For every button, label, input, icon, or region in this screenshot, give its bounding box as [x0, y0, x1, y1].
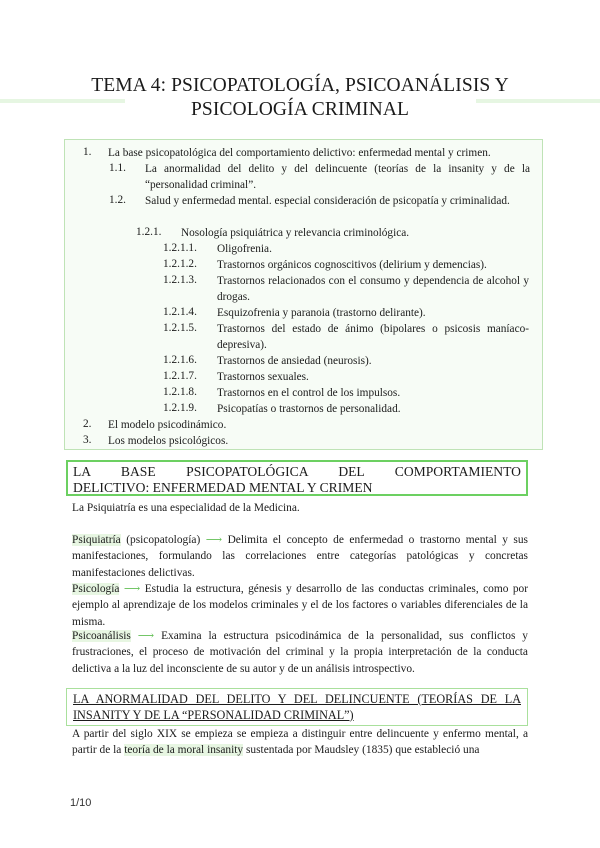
psicoanalisis-text: Examina la estructura psicodinámica de la personalidad, sus conflictos y frustraciones, el proceso de motivación del criminal y la propia interpretación de la conducta delictiva a la luz del inconsciente de su autor y de un análisis introspectivo.	[72, 630, 528, 675]
paragraph-psicoanalisis	[72, 628, 528, 677]
toc-item-number: 1.2.1.9.	[163, 402, 197, 414]
toc-item-number: 1.2.1.7.	[163, 370, 197, 382]
toc-item-text: Trastornos en el control de los impulsos.	[217, 387, 401, 399]
paragraph-moral-insanity	[72, 726, 528, 759]
toc-item-number: 1.2.1.4.	[163, 306, 197, 318]
toc-item-text: Trastornos sexuales.	[217, 371, 309, 383]
toc-item-number: 1.	[83, 146, 92, 158]
psicologia-text: Estudia la estructura, génesis y desarrollo de las conductas criminales, como por ejemplo al aprendizaje de los modelos criminales y el de los factores o variables diferenciales de la misma.	[72, 583, 529, 628]
arrow-icon: ⟶	[205, 534, 223, 546]
toc-item-number: 1.2.1.2.	[163, 258, 197, 270]
arrow-icon: ⟶	[123, 583, 141, 595]
toc-item-number: 1.2.1.5.	[163, 322, 197, 334]
page-title-line1: TEMA 4: PSICOPATOLOGÍA, PSICOANÁLISIS Y	[91, 75, 509, 96]
toc-item-text: La anormalidad del delito y del delincuente (teorías de la insanity y de la “personalidad criminal”.	[145, 163, 530, 191]
term-psicologia: Psicología	[72, 583, 120, 595]
term-psicoanalisis: Psicoanálisis	[72, 630, 131, 642]
toc-item-text: Esquizofrenia y paranoia (trastorno delirante).	[217, 307, 426, 319]
toc-item-text: Los modelos psicológicos.	[108, 435, 229, 447]
page-title-line2: PSICOLOGÍA CRIMINAL	[190, 99, 410, 120]
moral-insanity-text-b: sustentada por Maudsley (1835) que estableció una	[246, 744, 480, 757]
section-heading-2: LA ANORMALIDAD DEL DELITO Y DEL DELINCUENTE (TEORÍAS DE LA INSANITY Y DE LA “PERSONALIDAD CRIMINAL”)	[66, 688, 528, 726]
toc-item-number: 3.	[83, 434, 92, 446]
toc-item-text: Trastornos orgánicos cognoscitivos (delirium y demencias).	[217, 259, 487, 271]
page-number: 1/10	[70, 797, 92, 809]
arrow-icon: ⟶	[137, 630, 155, 642]
toc-item-number: 1.2.1.1.	[163, 242, 197, 254]
paragraph-psicologia	[72, 581, 528, 630]
moral-insanity-text-a: A partir del siglo XIX se empieza se empieza a distinguir entre delincuente y enfermo mental, a partir de la	[72, 728, 528, 757]
toc-item-number: 1.2.1.3.	[163, 274, 197, 286]
toc-item-text: Trastornos relacionados con el consumo y dependencia de alcohol y drogas.	[217, 275, 529, 303]
section-heading-1-line1: LA BASE PSICOPATOLÓGICA DEL COMPORTAMIENTO	[73, 464, 521, 479]
intro-paragraph: La Psiquiatría es una especialidad de la Medicina.	[72, 502, 300, 514]
toc-item-text: Psicopatías o trastornos de personalidad.	[217, 403, 401, 415]
section-heading-1	[66, 460, 528, 496]
toc-item-text: El modelo psicodinámico.	[108, 419, 227, 431]
toc-item-text: La base psicopatológica del comportamiento delictivo: enfermedad mental y crimen.	[108, 147, 491, 159]
term-psiquiatria-paren: (psicopatología)	[126, 534, 201, 546]
page-title	[60, 74, 540, 122]
toc-item-number: 1.2.1.8.	[163, 386, 197, 398]
toc-item-number: 1.2.1.6.	[163, 354, 197, 366]
toc-item-number: 1.2.	[109, 194, 126, 206]
term-psiquiatria: Psiquiatría	[72, 534, 121, 546]
toc-item-number: 2.	[83, 418, 92, 430]
toc-item-number: 1.2.1.	[136, 226, 162, 238]
toc-item-text: Trastornos de ansiedad (neurosis).	[217, 355, 372, 367]
table-of-contents	[64, 139, 543, 450]
section-heading-1-line2: DELICTIVO: ENFERMEDAD MENTAL Y CRIMEN	[73, 480, 373, 495]
psiquiatria-text: Delimita el concepto de enfermedad o trastorno mental y sus manifestaciones, formulando las correlaciones entre categorías patológicas y concretas manifestaciones delictivas.	[72, 534, 528, 579]
toc-item-text: Salud y enfermedad mental. especial consideración de psicopatía y criminalidad.	[145, 195, 510, 207]
term-moral-insanity: teoría de la moral insanity	[124, 744, 244, 757]
toc-item-text: Oligofrenia.	[217, 243, 272, 255]
toc-item-text: Nosología psiquiátrica y relevancia criminológica.	[181, 227, 410, 239]
toc-item-number: 1.1.	[109, 162, 126, 174]
toc-item-text: Trastornos del estado de ánimo (bipolares o psicosis maníaco-depresiva).	[217, 323, 529, 351]
paragraph-psiquiatria	[72, 532, 528, 581]
